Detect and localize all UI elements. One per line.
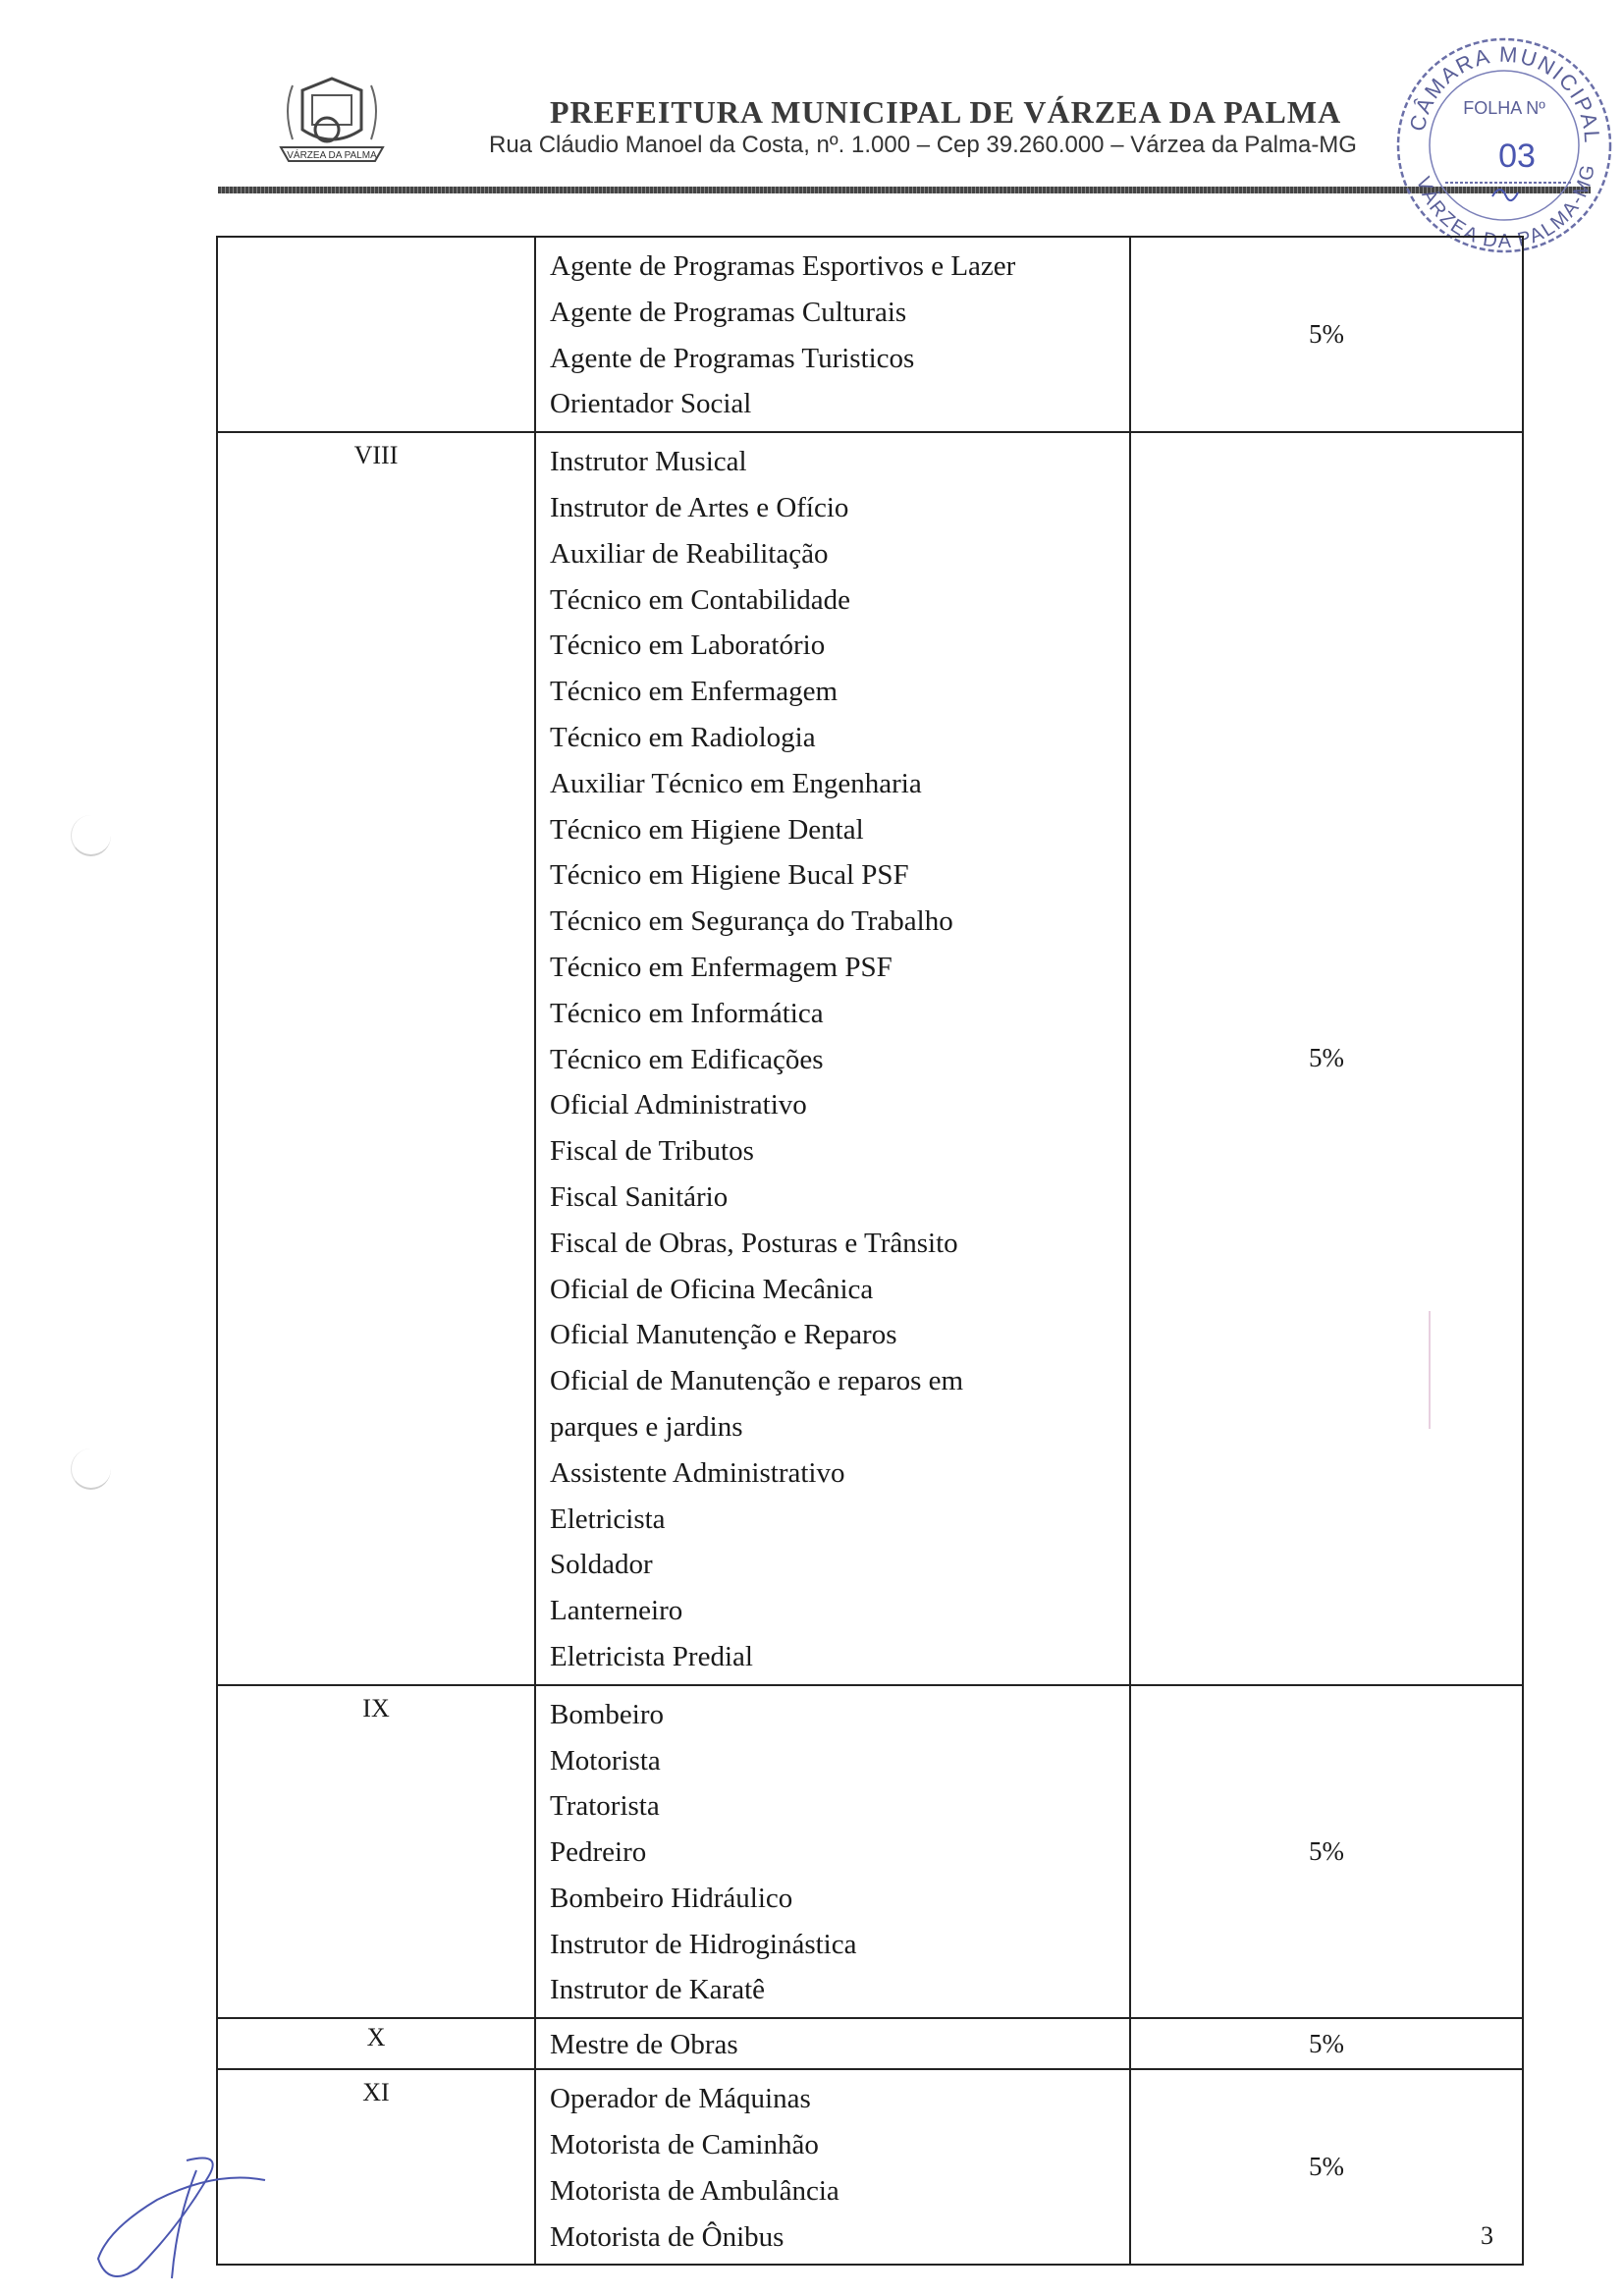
svg-text:CÂMARA MUNICIPAL [1405, 42, 1605, 145]
position-name: Oficial de Oficina Mecânica [550, 1273, 874, 1305]
punch-hole-mark [71, 1449, 111, 1490]
position-name: Técnico em Contabilidade [550, 583, 851, 616]
percent-cell: 5% [1130, 1685, 1523, 2019]
stamp-label: FOLHA Nº [1463, 98, 1545, 118]
page-number: 3 [1481, 2221, 1493, 2250]
table-row [217, 237, 1523, 432]
position-name: Mestre de Obras [550, 2029, 738, 2061]
table-row [217, 1685, 1523, 2019]
level-cell: VIII [217, 432, 535, 1685]
percent-cell: 5% [1130, 432, 1523, 1685]
handwritten-signature [79, 2141, 295, 2288]
position-name: Oficial de Manutenção e reparos em [550, 1365, 964, 1397]
position-name: Pedreiro [550, 1836, 647, 1869]
position-name: parques e jardins [550, 1410, 743, 1443]
position-name: Técnico em Enfermagem PSF [550, 951, 893, 983]
table-row [217, 2018, 1523, 2069]
position-name: Motorista de Ônibus [550, 2220, 784, 2253]
percent-cell: 5% [1130, 2018, 1523, 2069]
letterhead-address: Rua Cláudio Manoel da Costa, nº. 1.000 – Cep 39.260.000 – Várzea da Palma-MG [489, 132, 1357, 158]
position-name: Operador de Máquinas [550, 2083, 811, 2115]
position-name: Lanterneiro [550, 1595, 683, 1627]
position-name: Técnico em Informática [550, 997, 824, 1029]
percent-cell: 5% [1130, 2069, 1523, 2265]
position-name: Auxiliar de Reabilitação [550, 537, 829, 570]
positions-cell [535, 1685, 1130, 2019]
position-name: Motorista de Caminhão [550, 2129, 819, 2161]
position-name: Auxiliar Técnico em Engenharia [550, 767, 922, 799]
position-name: Agente de Programas Esportivos e Lazer [550, 250, 1016, 282]
position-name: Instrutor Musical [550, 446, 747, 478]
level-cell [217, 237, 535, 432]
letterhead-title: PREFEITURA MUNICIPAL DE VÁRZEA DA PALMA [550, 94, 1342, 130]
position-name: Técnico em Radiologia [550, 721, 816, 753]
position-name: Fiscal Sanitário [550, 1180, 729, 1213]
stamp-top-text: CÂMARA MUNICIPAL [1404, 41, 1605, 145]
position-name: Técnico em Enfermagem [550, 676, 839, 708]
margin-mark [1429, 1311, 1431, 1429]
position-name: Eletricista [550, 1503, 666, 1535]
position-name: Eletricista Predial [550, 1640, 753, 1672]
position-name: Instrutor de Karatê [550, 1974, 766, 2006]
table-row [217, 2069, 1523, 2265]
council-page-stamp [1384, 20, 1620, 265]
positions-cell [535, 2018, 1130, 2069]
position-name: Técnico em Segurança do Trabalho [550, 905, 953, 938]
positions-cell [535, 2069, 1130, 2265]
municipal-coat-of-arms-icon [273, 71, 391, 179]
position-name: Agente de Programas Turisticos [550, 342, 915, 374]
position-name: Soldador [550, 1549, 653, 1581]
position-name: Técnico em Higiene Dental [550, 813, 864, 846]
position-name: Fiscal de Tributos [550, 1135, 754, 1168]
position-name: Oficial Manutenção e Reparos [550, 1319, 897, 1351]
stamp-bottom-text: VÁRZEA DA PALMA-MG [1411, 161, 1600, 253]
position-name: Tratorista [550, 1790, 660, 1823]
positions-cell [535, 237, 1130, 432]
level-cell: IX [217, 1685, 535, 2019]
position-name: Técnico em Laboratório [550, 629, 826, 662]
position-name: Bombeiro [550, 1698, 664, 1730]
position-name: Instrutor de Artes e Ofício [550, 491, 849, 523]
level-cell: X [217, 2018, 535, 2069]
logo-banner-text: VÁRZEA DA PALMA [287, 150, 377, 161]
position-name: Motorista de Ambulância [550, 2174, 839, 2207]
letterhead [0, 0, 1623, 253]
position-name: Fiscal de Obras, Posturas e Trânsito [550, 1227, 958, 1259]
position-name: Agente de Programas Culturais [550, 296, 907, 328]
level-cell: XI [217, 2069, 535, 2265]
position-name: Assistente Administrativo [550, 1456, 845, 1489]
percent-cell: 5% [1130, 237, 1523, 432]
positions-cell [535, 432, 1130, 1685]
position-name: Técnico em Higiene Bucal PSF [550, 859, 909, 892]
stamp-number: 03 [1498, 137, 1536, 175]
positions-table [216, 236, 1507, 2266]
position-name: Técnico em Edificações [550, 1043, 824, 1075]
punch-hole-mark [71, 815, 111, 856]
position-name: Instrutor de Hidroginástica [550, 1928, 857, 1960]
table-row [217, 432, 1523, 1685]
position-name: Bombeiro Hidráulico [550, 1882, 793, 1914]
position-name: Motorista [550, 1744, 661, 1777]
position-name: Oficial Administrativo [550, 1089, 807, 1121]
position-name: Orientador Social [550, 388, 752, 420]
